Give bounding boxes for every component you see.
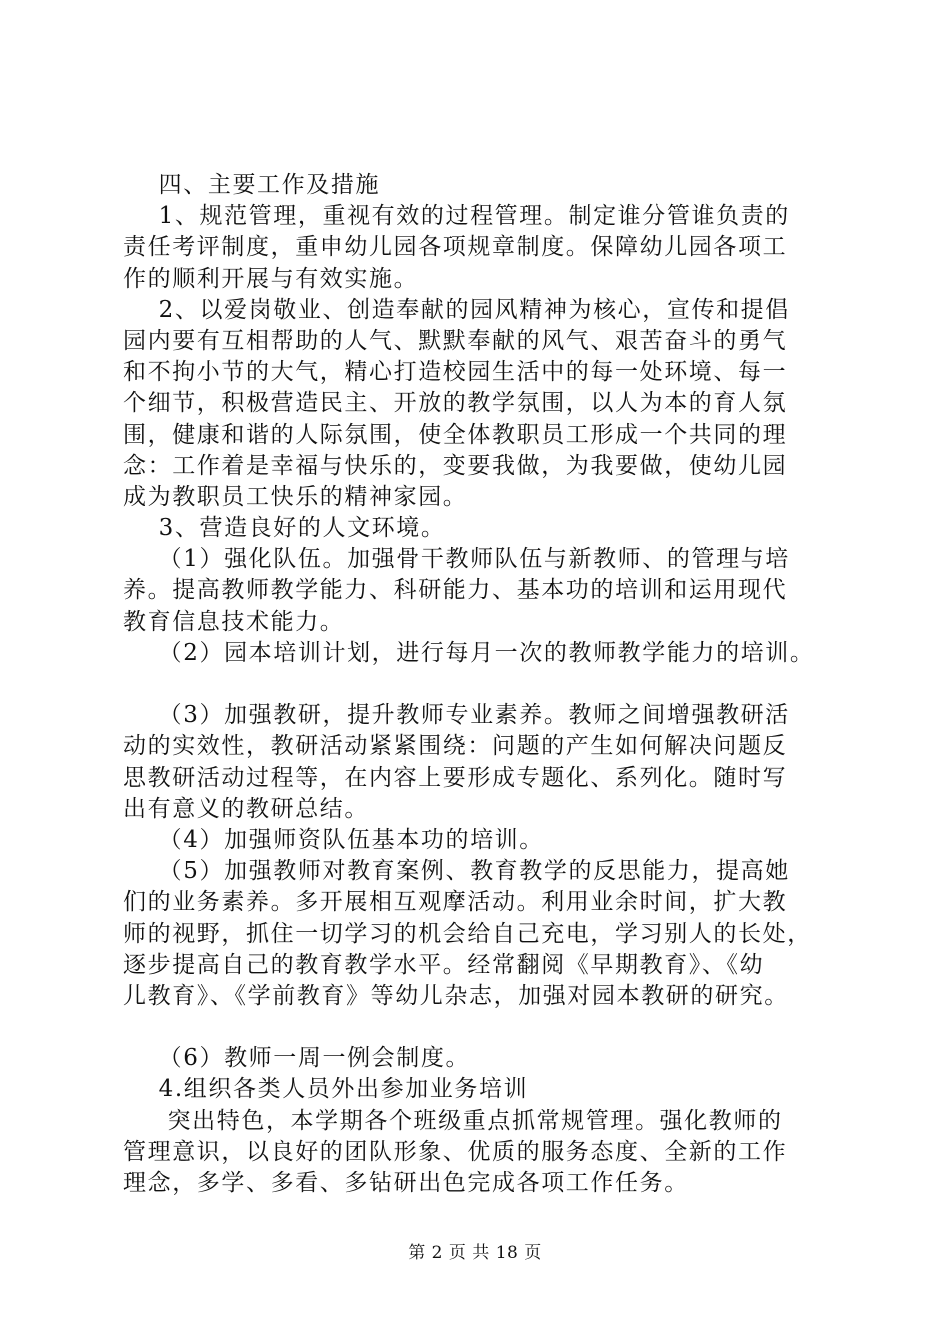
text-line: 思教研活动过程等，在内容上要形成专题化、系列化。随时写 xyxy=(123,764,788,791)
text-line: 儿教育》、《学前教育》等幼儿杂志，加强对园本教研的研究。 xyxy=(123,982,789,1009)
text-line: 管理意识，以良好的团队形象、优质的服务态度、全新的工作 xyxy=(123,1138,788,1165)
text-line: 们的业务素养。多开展相互观摩活动。利用业余时间，扩大教 xyxy=(123,889,788,916)
text-line: （1）强化队伍。加强骨干教师队伍与新教师、的管理与培 xyxy=(123,546,790,573)
text-line: 责任考评制度，重申幼儿园各项规章制度。保障幼儿园各项工 xyxy=(123,234,788,261)
text-line: （3）加强教研，提升教师专业素养。教师之间增强教研活 xyxy=(123,702,790,729)
text-line: 师的视野，抓住一切学习的机会给自己充电，学习别人的长处， xyxy=(123,920,812,947)
text-line: 1、规范管理，重视有效的过程管理。制定谁分管谁负责的 xyxy=(123,203,790,230)
text-line: 养。提高教师教学能力、科研能力、基本功的培训和运用现代 xyxy=(123,577,788,604)
text-line: 4.组织各类人员外出参加业务培训 xyxy=(123,1076,529,1103)
text-line: 围，健康和谐的人际氛围，使全体教职员工形成一个共同的理 xyxy=(123,421,788,448)
text-line: 四、主要工作及措施 xyxy=(123,172,381,198)
text-line: 逐步提高自己的教育教学水平。经常翻阅《早期教育》、《幼 xyxy=(123,951,765,978)
text-line: 理念，多学、多看、多钻研出色完成各项工作任务。 xyxy=(123,1170,689,1196)
page-footer: 第 2 页 共 18 页 xyxy=(408,1243,542,1263)
text-line: 教育信息技术能力。 xyxy=(123,608,345,635)
text-line: （5）加强教师对教育案例、教育教学的反思能力，提高她 xyxy=(123,858,790,885)
text-line: （6）教师一周一例会制度。 xyxy=(123,1045,471,1072)
text-line: 突出特色，本学期各个班级重点抓常规管理。强化教师的 xyxy=(123,1107,783,1134)
text-line: 出有意义的教研总结。 xyxy=(123,795,369,822)
text-line: （2）园本培训计划，进行每月一次的教师教学能力的培训。 xyxy=(123,639,815,666)
text-line xyxy=(123,1012,843,1043)
text-line: 个细节，积极营造民主、开放的教学氛围，以人为本的育人氛 xyxy=(123,390,788,417)
text-line: 和不拘小节的大气，精心打造校园生活中的每一处环境、每一 xyxy=(123,359,788,386)
text-line: 成为教职员工快乐的精神家园。 xyxy=(123,483,468,510)
text-line: （4）加强师资队伍基本功的培训。 xyxy=(123,826,544,853)
text-line xyxy=(123,669,843,700)
document-body xyxy=(123,170,843,1199)
text-line: 念：工作着是幸福与快乐的，变要我做，为我要做，使幼儿园 xyxy=(123,452,788,479)
text-line: 作的顺利开展与有效实施。 xyxy=(123,265,419,292)
text-line: 2、以爱岗敬业、创造奉献的园风精神为核心，宣传和提倡 xyxy=(123,296,790,323)
text-line: 3、营造良好的人文环境。 xyxy=(123,515,446,542)
text-line: 动的实效性，教研活动紧紧围绕：问题的产生如何解决问题反 xyxy=(123,733,788,760)
text-line: 园内要有互相帮助的人气、默默奉献的风气、艰苦奋斗的勇气 xyxy=(123,327,788,354)
